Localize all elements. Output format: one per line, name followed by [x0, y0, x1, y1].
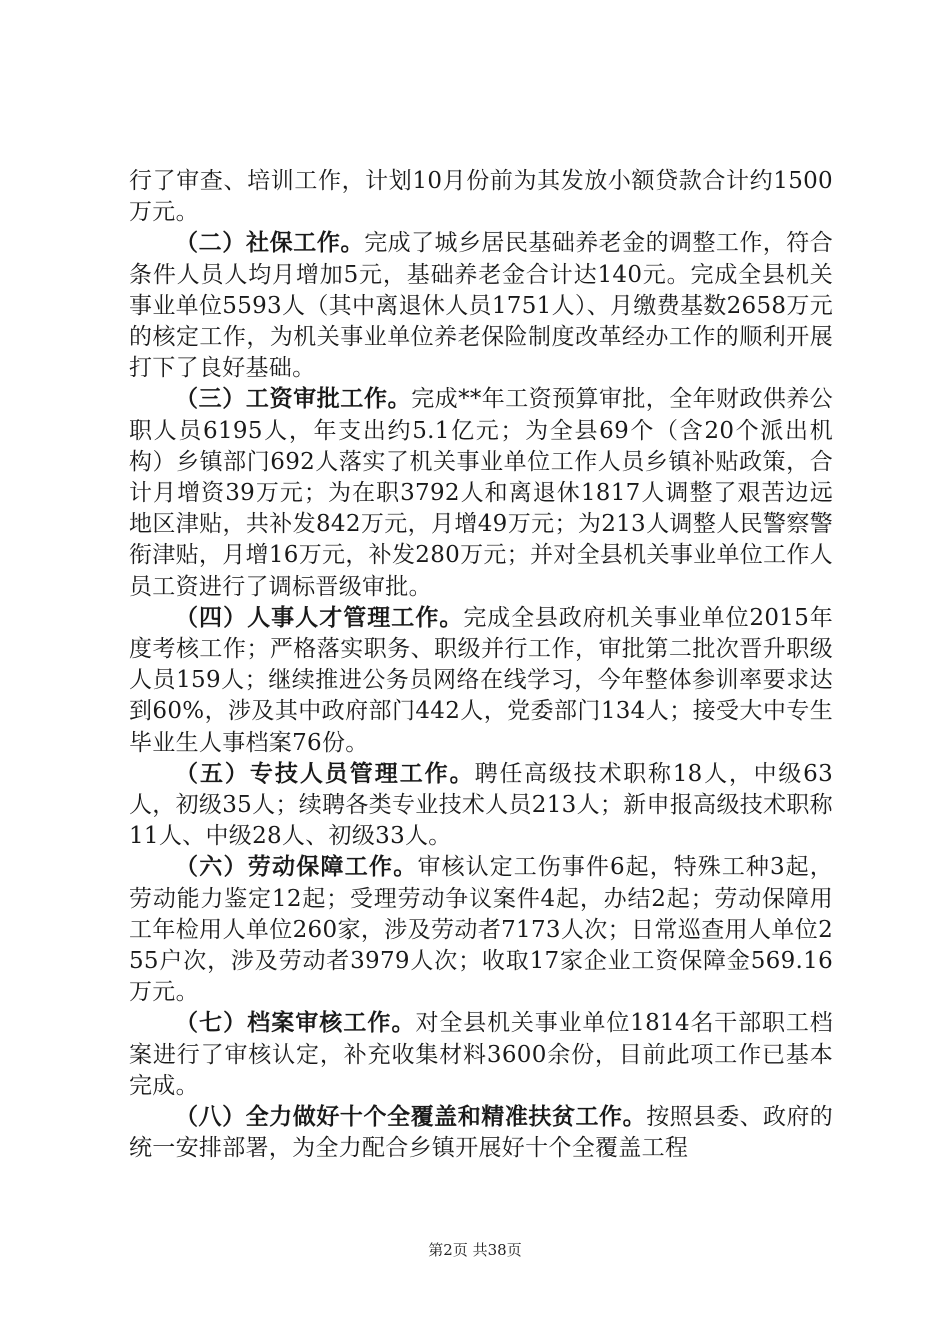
section-heading: （七）档案审核工作。 [175, 1010, 416, 1037]
paragraph-text: 审核认定工伤事件6起，特殊工种3起，劳动能力鉴定12起；受理劳动争议案件4起，办结2起；劳动保障用工年检用人单位260家，涉及劳动者7173人次；日常巡查用人单位255户次，涉及劳动者3979人次；收取17家企业工资保障金569.16万元。 [129, 854, 833, 1006]
paragraph-continuation [129, 166, 833, 228]
paragraph-text: 完成了城乡居民基础养老金的调整工作，符合条件人员人均月增加5元，基础养老金合计达140元。完成全县机关事业单位5593人（其中离退休人员1751人）、月缴费基数2658万元的核定工作，为机关事业单位养老保险制度改革经办工作的顺利开展打下了良好基础。 [129, 230, 834, 382]
paragraph-poverty-alleviation [129, 1102, 833, 1164]
paragraph-text: 按照县委、政府的统一安排部署，为全力配合乡镇开展好十个全覆盖工程 [129, 1104, 834, 1162]
paragraph-text: 聘任高级技术职称18人，中级63人，初级35人；续聘各类专业技术人员213人；新申报高级技术职称11人、中级28人、初级33人。 [129, 760, 834, 850]
section-heading: （六）劳动保障工作。 [175, 854, 418, 881]
paragraph-archive-review [129, 1008, 833, 1102]
paragraph-text: 行了审查、培训工作，计划10月份前为其发放小额贷款合计约1500万元。 [129, 168, 833, 226]
section-heading: （八）全力做好十个全覆盖和精准扶贫工作。 [175, 1104, 647, 1131]
document-body [129, 166, 833, 1165]
paragraph-text: 对全县机关事业单位1814名干部职工档案进行了审核认定，补充收集材料3600余份，目前此项工作已基本完成。 [129, 1010, 834, 1099]
section-heading: （三）工资审批工作。 [175, 386, 412, 413]
section-heading: （五）专技人员管理工作。 [175, 760, 475, 787]
paragraph-text: 完成全县政府机关事业单位2015年度考核工作；严格落实职务、职级并行工作，审批第二批次晋升职级人员159人；继续推进公务员网络在线学习，今年整体参训率要求达到60%，涉及其中政府部门442人，党委部门134人；接受大中专生毕业生人事档案76份。 [129, 604, 834, 756]
section-heading: （二）社保工作。 [175, 230, 365, 257]
paragraph-text: 完成**年工资预算审批，全年财政供养公职人员6195人，年支出约5.1亿元；为全县69个（含20个派出机构）乡镇部门692人落实了机关事业单位工作人员乡镇补贴政策，合计月增资39万元；为在职3792人和离退休1817人调整了艰苦边远地区津贴，共补发842万元，月增49万元；为213人调整人民警察警衔津贴，月增16万元，补发280万元；并对全县机关事业单位工作人员工资进行了调标晋级审批。 [129, 386, 834, 600]
paragraph-wage-approval [129, 384, 833, 602]
page-footer [0, 1240, 950, 1260]
paragraph-labor-security [129, 852, 833, 1008]
page-number: 第2页 共38页 [428, 1241, 522, 1259]
paragraph-personnel-management [129, 603, 833, 759]
section-heading: （四）人事人才管理工作。 [175, 604, 464, 631]
paragraph-technical-staff [129, 759, 833, 853]
paragraph-social-security [129, 228, 833, 384]
